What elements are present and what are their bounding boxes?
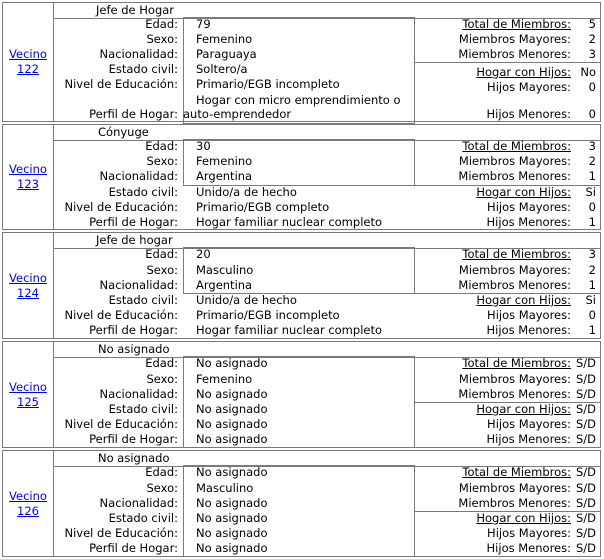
edad-label: Edad:	[145, 139, 178, 153]
sexo-label: Sexo:	[146, 32, 178, 46]
edad-value: 20	[196, 247, 211, 261]
miembros-mayores-value: S/D	[575, 481, 596, 495]
miembros-menores-value: S/D	[575, 387, 596, 401]
vecino-link[interactable]: Vecino 125	[9, 379, 47, 409]
sexo-value: Masculino	[196, 481, 254, 495]
divider	[415, 62, 600, 63]
hijos-menores-label: Hijos Menores:	[486, 107, 571, 121]
perfil-hogar-label: Perfil de Hogar:	[89, 107, 178, 121]
sexo-value: Masculino	[196, 263, 254, 277]
nivel-educacion-label: Nivel de Educación:	[64, 417, 178, 431]
edad-value: 30	[196, 139, 211, 153]
hijos-menores-value: S/D	[575, 541, 596, 555]
rol-label: Jefe de hogar	[96, 233, 173, 247]
edad-label: Edad:	[145, 356, 178, 370]
hijos-mayores-label: Hijos Mayores:	[487, 417, 571, 431]
hijos-menores-value: S/D	[575, 432, 596, 446]
nacionalidad-label: Nacionalidad:	[99, 169, 178, 183]
miembros-mayores-label: Miembros Mayores:	[458, 481, 571, 495]
miembros-menores-label: Miembros Menores:	[458, 387, 571, 401]
hogar-con-hijos-label: Hogar con Hijos:	[476, 185, 571, 199]
vecino-link-cell	[3, 342, 54, 447]
estado-civil-label: Estado civil:	[108, 293, 178, 307]
nivel-educacion-label: Nivel de Educación:	[64, 77, 178, 91]
miembros-menores-value: 1	[588, 169, 596, 183]
hijos-mayores-value: S/D	[575, 526, 596, 540]
estado-civil-value: Soltero/a	[196, 62, 248, 76]
hijos-mayores-value: 0	[588, 308, 596, 322]
miembros-menores-value: 3	[588, 47, 596, 61]
vecino-link[interactable]: Vecino 124	[9, 270, 47, 300]
nacionalidad-value: No asignado	[196, 387, 268, 401]
sexo-value: Femenino	[196, 154, 253, 168]
estado-civil-value: No asignado	[196, 511, 268, 525]
perfil-hogar-label: Perfil de Hogar:	[89, 215, 178, 229]
rol-label: No asignado	[98, 451, 170, 465]
hogar-con-hijos-value: S/D	[575, 402, 596, 416]
perfil-hogar-value: No asignado	[196, 432, 268, 446]
total-miembros-value: S/D	[575, 356, 596, 370]
perfil-hogar-value: Hogar familiar nuclear completo	[196, 215, 383, 229]
miembros-mayores-value: 2	[588, 263, 596, 277]
hijos-menores-value: 0	[588, 107, 596, 121]
hijos-mayores-label: Hijos Mayores:	[487, 308, 571, 322]
sexo-label: Sexo:	[146, 154, 178, 168]
nivel-educacion-label: Nivel de Educación:	[64, 200, 178, 214]
hogar-con-hijos-label: Hogar con Hijos:	[476, 293, 571, 307]
vecino-block	[2, 124, 601, 230]
nivel-educacion-value: Primario/EGB incompleto	[196, 308, 340, 322]
hogar-con-hijos-label: Hogar con Hijos:	[476, 402, 571, 416]
total-miembros-value: S/D	[575, 465, 596, 479]
vecino-link[interactable]: Vecino 122	[9, 47, 47, 76]
estado-civil-value: Unido/a de hecho	[196, 185, 297, 199]
vecino-link-cell	[3, 233, 54, 338]
vecino-link[interactable]: Vecino 126	[9, 488, 47, 518]
hijos-mayores-label: Hijos Mayores:	[487, 526, 571, 540]
estado-civil-label: Estado civil:	[108, 511, 178, 525]
hijos-menores-value: 1	[588, 323, 596, 337]
total-miembros-value: 3	[588, 139, 596, 153]
estado-civil-label: Estado civil:	[108, 62, 178, 76]
nacionalidad-value: Paraguaya	[196, 47, 257, 61]
perfil-hogar-label: Perfil de Hogar:	[89, 432, 178, 446]
edad-value: 79	[196, 17, 211, 31]
miembros-menores-value: 1	[588, 278, 596, 292]
total-miembros-value: 5	[588, 17, 596, 31]
nivel-educacion-label: Nivel de Educación:	[64, 526, 178, 540]
nacionalidad-value: Argentina	[196, 278, 253, 292]
sexo-value: Femenino	[196, 32, 253, 46]
miembros-menores-label: Miembros Menores:	[458, 47, 571, 61]
sexo-label: Sexo:	[146, 263, 178, 277]
miembros-menores-label: Miembros Menores:	[458, 169, 571, 183]
hijos-mayores-value: S/D	[575, 417, 596, 431]
vecino-link[interactable]: Vecino 123	[9, 162, 47, 191]
perfil-hogar-value: Hogar con micro emprendimiento o	[196, 93, 401, 107]
nivel-educacion-value: No asignado	[196, 417, 268, 431]
hogar-con-hijos-label: Hogar con Hijos:	[476, 511, 571, 525]
hijos-mayores-value: 0	[588, 80, 596, 94]
nivel-educacion-value: Primario/EGB completo	[196, 200, 330, 214]
nacionalidad-value: Argentina	[196, 169, 253, 183]
hogar-con-hijos-value: S/D	[575, 511, 596, 525]
perfil-hogar-label: Perfil de Hogar:	[89, 323, 178, 337]
hijos-mayores-value: 0	[588, 200, 596, 214]
hijos-mayores-label: Hijos Mayores:	[487, 80, 571, 94]
miembros-mayores-label: Miembros Mayores:	[458, 372, 571, 386]
vecino-block	[2, 341, 601, 448]
miembros-mayores-value: S/D	[575, 372, 596, 386]
sexo-value: Femenino	[196, 372, 253, 386]
vecino-block	[2, 232, 601, 339]
miembros-menores-value: S/D	[575, 496, 596, 510]
total-miembros-label: Total de Miembros:	[462, 356, 571, 370]
total-miembros-label: Total de Miembros:	[462, 17, 571, 31]
estado-civil-value: No asignado	[196, 402, 268, 416]
nivel-educacion-label: Nivel de Educación:	[64, 308, 178, 322]
hogar-con-hijos-label: Hogar con Hijos:	[476, 65, 571, 79]
edad-label: Edad:	[145, 17, 178, 31]
perfil-hogar-value: No asignado	[196, 541, 268, 555]
rol-label: No asignado	[98, 342, 170, 356]
vecino-block	[2, 2, 601, 122]
total-miembros-label: Total de Miembros:	[462, 139, 571, 153]
sexo-label: Sexo:	[146, 372, 178, 386]
edad-value: No asignado	[196, 465, 268, 479]
hijos-menores-label: Hijos Menores:	[486, 541, 571, 555]
hijos-mayores-label: Hijos Mayores:	[487, 200, 571, 214]
estado-civil-label: Estado civil:	[108, 402, 178, 416]
nacionalidad-label: Nacionalidad:	[99, 387, 178, 401]
vecino-link-cell	[3, 3, 54, 121]
hijos-menores-value: 1	[588, 215, 596, 229]
rol-label: Cónyuge	[98, 125, 149, 139]
perfil-hogar-value: Hogar familiar nuclear completo	[196, 323, 383, 337]
perfil-hogar-label: Perfil de Hogar:	[89, 541, 178, 555]
miembros-mayores-value: 2	[588, 32, 596, 46]
miembros-mayores-value: 2	[588, 154, 596, 168]
rol-label: Jefe de Hogar	[96, 3, 175, 17]
miembros-mayores-label: Miembros Mayores:	[458, 154, 571, 168]
vecino-link-cell	[3, 125, 54, 229]
edad-label: Edad:	[145, 465, 178, 479]
miembros-menores-label: Miembros Menores:	[458, 496, 571, 510]
nacionalidad-label: Nacionalidad:	[99, 47, 178, 61]
hogar-con-hijos-value: Si	[585, 293, 596, 307]
edad-label: Edad:	[145, 247, 178, 261]
nivel-educacion-value: No asignado	[196, 526, 268, 540]
estado-civil-value: Unido/a de hecho	[196, 293, 297, 307]
miembros-mayores-label: Miembros Mayores:	[458, 32, 571, 46]
estado-civil-label: Estado civil:	[108, 185, 178, 199]
total-miembros-label: Total de Miembros:	[462, 465, 571, 479]
hijos-menores-label: Hijos Menores:	[486, 432, 571, 446]
nacionalidad-label: Nacionalidad:	[99, 278, 178, 292]
hijos-menores-label: Hijos Menores:	[486, 323, 571, 337]
total-miembros-value: 3	[588, 247, 596, 261]
hogar-con-hijos-value: Si	[585, 185, 596, 199]
nivel-educacion-value: Primario/EGB incompleto	[196, 77, 340, 91]
sexo-label: Sexo:	[146, 481, 178, 495]
hijos-menores-label: Hijos Menores:	[486, 215, 571, 229]
miembros-menores-label: Miembros Menores:	[458, 278, 571, 292]
edad-value: No asignado	[196, 356, 268, 370]
total-miembros-label: Total de Miembros:	[462, 247, 571, 261]
vecino-link-cell	[3, 451, 54, 556]
miembros-mayores-label: Miembros Mayores:	[458, 263, 571, 277]
perfil-hogar-value-continued: auto-emprendedor	[183, 107, 292, 121]
nacionalidad-value: No asignado	[196, 496, 268, 510]
hogar-con-hijos-value: No	[580, 65, 596, 79]
vecino-block	[2, 450, 601, 557]
nacionalidad-label: Nacionalidad:	[99, 496, 178, 510]
